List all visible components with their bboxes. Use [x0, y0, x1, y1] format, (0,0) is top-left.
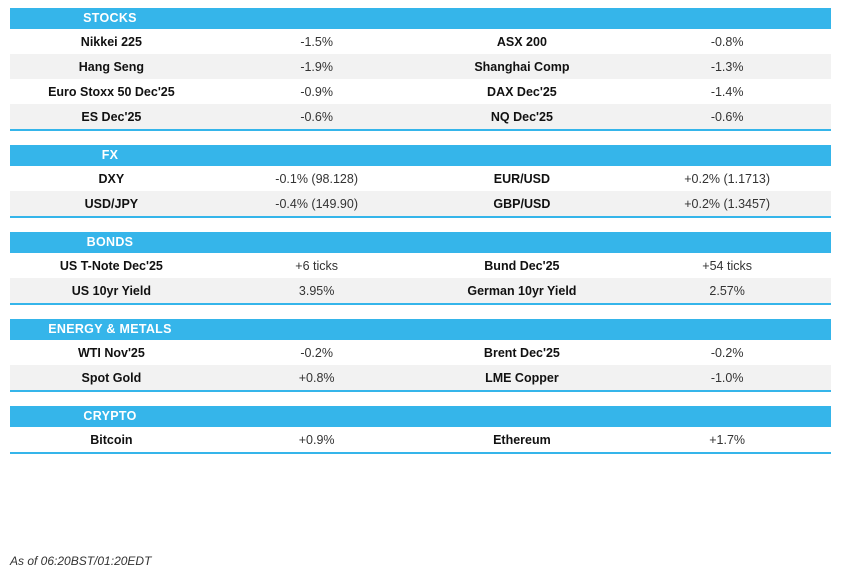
row-label-left: Nikkei 225 — [80, 34, 142, 49]
section-energy-metals — [10, 319, 831, 392]
section-bonds — [10, 232, 831, 305]
table-row — [10, 253, 831, 278]
row-label-right: EUR/USD — [493, 171, 551, 186]
row-label-left: Bitcoin — [90, 432, 133, 447]
row-label-right: Bund Dec'25 — [484, 258, 560, 273]
row-value-left: -1.5% — [300, 34, 333, 49]
row-label-left: US T-Note Dec'25 — [59, 258, 163, 273]
section-header-stocks — [10, 8, 831, 29]
table-row — [10, 340, 831, 365]
row-label-right: DAX Dec'25 — [487, 84, 557, 99]
row-label-left: Spot Gold — [81, 370, 142, 385]
row-value-right: -1.4% — [710, 84, 744, 99]
table-row — [10, 365, 831, 390]
row-value-left: -1.9% — [300, 59, 333, 74]
section-divider — [10, 452, 831, 454]
row-value-right: -0.8% — [710, 34, 744, 49]
row-label-right: GBP/USD — [493, 196, 551, 211]
as-of-timestamp: As of 06:20BST/01:20EDT — [10, 554, 152, 568]
table-row — [10, 79, 831, 104]
section-header-fx — [10, 145, 831, 166]
row-value-left: -0.6% — [300, 109, 333, 124]
row-label-right: NQ Dec'25 — [490, 109, 553, 124]
section-divider — [10, 129, 831, 131]
row-value-right: -1.3% — [710, 59, 744, 74]
section-header-bonds — [10, 232, 831, 253]
row-value-right: +0.2% (1.3457) — [684, 196, 771, 211]
row-value-left: +6 ticks — [295, 258, 338, 273]
row-value-left: -0.9% — [300, 84, 333, 99]
row-value-left: -0.2% — [300, 345, 333, 360]
row-label-left: US 10yr Yield — [71, 283, 151, 298]
section-title-bonds: BONDS — [86, 235, 134, 249]
section-title-crypto: CRYPTO — [83, 409, 137, 423]
row-label-right: German 10yr Yield — [467, 283, 577, 298]
section-crypto — [10, 406, 831, 454]
row-value-left: -0.4% (149.90) — [275, 196, 358, 211]
section-header-crypto — [10, 406, 831, 427]
section-header-energy-metals — [10, 319, 831, 340]
row-value-right: +1.7% — [709, 432, 746, 447]
section-title-stocks: STOCKS — [83, 11, 137, 25]
row-value-right: 2.57% — [709, 283, 745, 298]
row-label-left: DXY — [98, 171, 125, 186]
row-value-left: 3.95% — [298, 283, 335, 298]
row-label-right: Shanghai Comp — [474, 59, 570, 74]
row-value-left: -0.1% (98.128) — [275, 171, 358, 186]
section-divider — [10, 303, 831, 305]
section-title-energy-metals: ENERGY & METALS — [48, 322, 172, 336]
section-divider — [10, 390, 831, 392]
row-label-left: WTI Nov'25 — [77, 345, 145, 360]
table-row — [10, 427, 831, 452]
row-value-right: -0.6% — [710, 109, 744, 124]
table-row — [10, 191, 831, 216]
row-value-left: +0.9% — [298, 432, 335, 447]
table-row — [10, 104, 831, 129]
row-label-left: Euro Stoxx 50 Dec'25 — [48, 84, 175, 99]
row-value-right: +54 ticks — [702, 258, 752, 273]
row-value-right: -0.2% — [710, 345, 744, 360]
section-fx — [10, 145, 831, 218]
row-label-left: USD/JPY — [84, 196, 139, 211]
row-label-left: Hang Seng — [78, 59, 145, 74]
table-row — [10, 278, 831, 303]
table-row — [10, 166, 831, 191]
row-value-right: +0.2% (1.1713) — [684, 171, 771, 186]
section-divider — [10, 216, 831, 218]
row-label-right: Ethereum — [493, 432, 551, 447]
row-value-right: -1.0% — [710, 370, 744, 385]
row-label-right: LME Copper — [485, 370, 559, 385]
table-row — [10, 54, 831, 79]
row-value-left: +0.8% — [298, 370, 335, 385]
row-label-left: ES Dec'25 — [81, 109, 142, 124]
table-row — [10, 29, 831, 54]
row-label-right: ASX 200 — [496, 34, 547, 49]
section-title-fx: FX — [101, 148, 119, 162]
row-label-right: Brent Dec'25 — [483, 345, 560, 360]
section-stocks — [10, 8, 831, 131]
